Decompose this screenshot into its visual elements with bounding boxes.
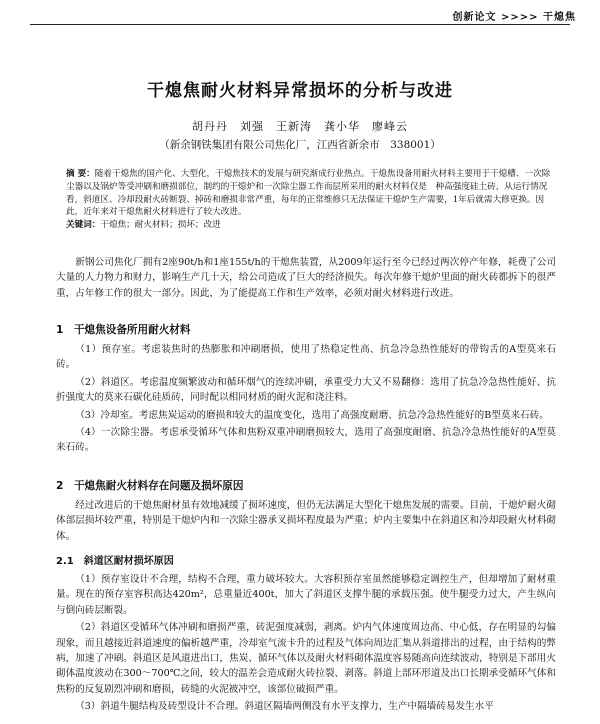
abstract-paragraph: [66, 168, 552, 219]
header-rule: [30, 24, 570, 25]
section-1-item: （2）斜道区。考虑温度频繁波动和循环烟气的连续冲刷，承重受力大又不易翻修：选用了抗急冷急热性能好、抗折强度大的莫来石碳化硅质砖，同时配以相同材质的耐火泥和浇注料。: [56, 376, 556, 404]
section-1-body: [56, 342, 556, 458]
section-2-1-body: [56, 572, 556, 717]
author-list: 胡丹丹 刘强 王新涛 龚小华 廖峰云: [192, 120, 408, 133]
keywords-line: [66, 219, 552, 232]
section-2-1-item: （3）斜道牛腿结构及砖型设计不合理。斜道区隔墙两侧没有水平支撑力，生产中隔墙砖易发生水平: [75, 701, 494, 713]
section-1-item: （3）冷却室。考虑焦炭运动的磨损和较大的温度变化，选用了高强度耐磨、抗急冷急热性能好的B型莫来石砖。: [75, 409, 549, 421]
affiliation: （新余钢铁集团有限公司焦化厂，江西省新余市 338001）: [159, 139, 441, 151]
paper-title: 干熄焦耐火材料异常损坏的分析与改进: [147, 81, 453, 101]
intro-section: [56, 255, 556, 303]
section-2-heading: 2 干熄焦耐火材料存在问题及损坏原因: [56, 480, 244, 492]
section-1-item: （4）一次除尘器。考虑承受循环气体和焦粉双重冲刷磨损较大，选用了高强度耐磨、抗急冷急热性能好的A型莫来石砖。: [56, 427, 556, 454]
section-2-1-item: （1）预存室设计不合理，结构不合理，重力破坏较大。大容积预存室虽然能够稳定调控生产，但却增加了耐材重量。现在的预存室容积高达420m²，总重量近400t，加大了斜道区支撑牛腿的承载压强。使牛腿受力过大，产生纵向与倒向砖层断裂。: [56, 574, 556, 616]
abstract-block: [66, 168, 552, 232]
keywords-label: 关键词：: [66, 220, 101, 231]
intro-paragraph: 新钢公司焦化厂拥有2座90t/h和1座155t/h的干熄焦装置，从2009年运行至今已经过两次停产年修，耗费了公司大量的人力物力和财力，影响生产几十天，给公司造成了巨大的经济损失。每次年修干熄炉里面的耐火砖都拆下的很严重，占年修工作的很大一部分。因此，为了能提高工作和生产效率，必须对耐火材料进行改进。: [56, 257, 556, 299]
section-1-item: （1）预存室。考虑装焦时的热膨胀和冲刷磨损，使用了热稳定性高、抗急冷急热性能好的带钩舌的A型莫来石砖。: [56, 344, 556, 371]
section-1-heading: 1 干熄焦设备所用耐火材料: [56, 324, 191, 336]
running-head: 创新论文 >>>> 干熄焦: [452, 12, 576, 23]
section-2-1-heading: 2.1 斜道区耐材损坏原因: [56, 556, 174, 567]
section-2-intro-paragraph: 经过改进后的干熄焦耐材虽有效地减缓了损坏速度，但仍无法满足大型化干熄焦发展的需要。目前，干熄炉耐火砌体部层损坏较严重，特别是干熄炉内和一次除尘器承叉损坏程度最为严重；炉内主要集中在斜道区和冷却段耐火材料砌体。: [56, 500, 556, 542]
keywords-text: 干熄焦；耐火材料；损坏；改进: [100, 220, 221, 231]
section-2-1-item: （2）斜道区受循环气体冲刷和磨损严重，砖泥强度减弱，剥离。炉内气体速度周边高、中心低，存在明显的勾偏现象，而且越接近斜道速度的偏析越严重，冷却室气流卡升的过程及气体向周边汇集从斜道排出的过程，由于结构的弊病，加速了冲刷。斜道区是风道进出口，焦炭、循环气体以及耐火材料砌体温度容易随高向连续波动，特别是下部用火砌体温度波动在300～700℃之间，较大的温差会造成耐火砖拉裂、剥落。斜道上部环形道及出口长期承受循环气体和焦粉的反复剧烈冲刷和磨损，砖缝的火泥被冲空，该部位破损严重。: [56, 622, 556, 695]
section-2-intro: [56, 498, 556, 546]
abstract-text: 随着干熄焦的国产化、大型化，干熄焦技术的发展与研究渐成行业热点。干熄焦设备用耐火材料主要用于干熄槽、一次除尘器以及锅炉等受冲刷和磨损部位，制约的干熄炉和一次除尘器工作而层所采用的耐火材料仅是 种高强度硅土砖，从运行情况看，斜道区、冷却段耐火砖断裂、掉砖和磨损非常严重，每年的正常维修只无法保证干熄炉生产需要，1年后就需大修更换。因此，近年来对干熄焦耐火材料进行了较大改进。: [66, 169, 551, 218]
abstract-label: 摘 要：: [66, 169, 95, 179]
